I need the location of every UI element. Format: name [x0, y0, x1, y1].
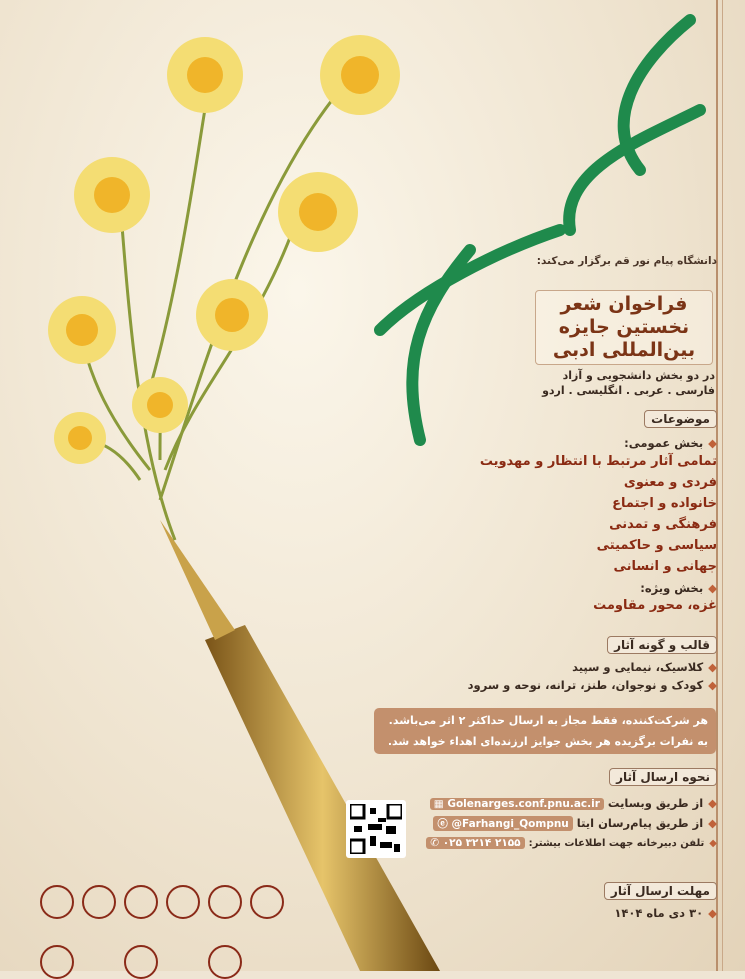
- subtitle-line: در دو بخش دانشجویی و آزاد: [562, 369, 715, 382]
- phone-icon: ✆: [430, 837, 443, 849]
- special-topic: غزه، محور مقاومت: [593, 598, 717, 613]
- title-box: [535, 290, 713, 365]
- sponsor-logo: [208, 885, 242, 919]
- topic-item: فردی و معنوی: [623, 475, 717, 490]
- sponsor-logo: [124, 945, 158, 979]
- organizer-text: دانشگاه پیام نور قم برگزار می‌کند:: [536, 255, 717, 267]
- submission-label: از طریق وبسایت: [607, 796, 704, 810]
- daffodils: [48, 35, 400, 464]
- pen-body: [205, 625, 443, 971]
- topic-item: جهانی و انسانی: [613, 559, 717, 574]
- web-icon: ▦: [433, 798, 448, 810]
- topics-heading: موضوعات: [644, 410, 717, 428]
- format-item: کلاسیک، نیمایی و سپید: [572, 660, 704, 674]
- sponsor-logo: [250, 885, 284, 919]
- sponsor-logo: [124, 885, 158, 919]
- pen-nib: [160, 520, 235, 640]
- eitaa-icon: ⓔ: [437, 818, 452, 830]
- general-section-label: بخش عمومی:: [624, 436, 704, 450]
- deadline-heading: مهلت ارسال آثار: [604, 882, 717, 900]
- topic-item: خانواده و اجتماع: [612, 496, 717, 511]
- qr-code[interactable]: [346, 800, 406, 858]
- submission-heading: نحوه ارسال آثار: [609, 768, 717, 786]
- qr-code-pattern: [350, 804, 402, 854]
- sponsor-logo: [40, 945, 74, 979]
- notice-line: هر شرکت‌کننده، فقط مجاز به ارسال حداکثر ۲ اثر می‌باشد.: [388, 714, 708, 727]
- subtitle-line: فارسی . عربی . انگلیسی . اردو: [542, 384, 715, 397]
- format-item: کودک و نوجوان، طنز، ترانه، نوحه و سرود: [467, 678, 704, 692]
- topic-item: سیاسی و حاکمیتی: [596, 538, 717, 553]
- sponsor-logo: [82, 885, 116, 919]
- phone-number: ✆ ۰۲۵ ۳۲۱۴ ۲۱۵۵: [426, 837, 524, 849]
- title-line: فراخوان شعر: [560, 293, 688, 315]
- submission-label: تلفن دبیرخانه جهت اطلاعات بیشتر:: [528, 838, 705, 849]
- title-line: بین‌المللی ادبی: [552, 339, 696, 361]
- eitaa-link[interactable]: ⓔ @Farhangi_Qompnu: [433, 816, 572, 831]
- notice-banner: [374, 708, 716, 754]
- topic-item: فرهنگی و تمدنی: [609, 517, 717, 532]
- deadline-date: ۳۰ دی ماه ۱۴۰۴: [614, 906, 704, 920]
- submission-label: از طریق پیام‌رسان ایتا: [576, 816, 704, 830]
- topic-item: تمامی آثار مرتبط با انتظار و مهدویت: [479, 454, 717, 469]
- sponsor-logo: [40, 885, 74, 919]
- sponsor-logo: [208, 945, 242, 979]
- sponsor-logo: [166, 885, 200, 919]
- notice-line: به نفرات برگزیده هر بخش جوایز ارزنده‌ای اهداء خواهد شد.: [387, 735, 708, 748]
- title-line: نخستین جایزه: [558, 316, 690, 338]
- special-section-label: بخش ویژه:: [640, 581, 704, 595]
- formats-heading: قالب و گونه آثار: [607, 636, 717, 654]
- website-link[interactable]: ▦ Golenarges.conf.pnu.ac.ir: [430, 798, 604, 810]
